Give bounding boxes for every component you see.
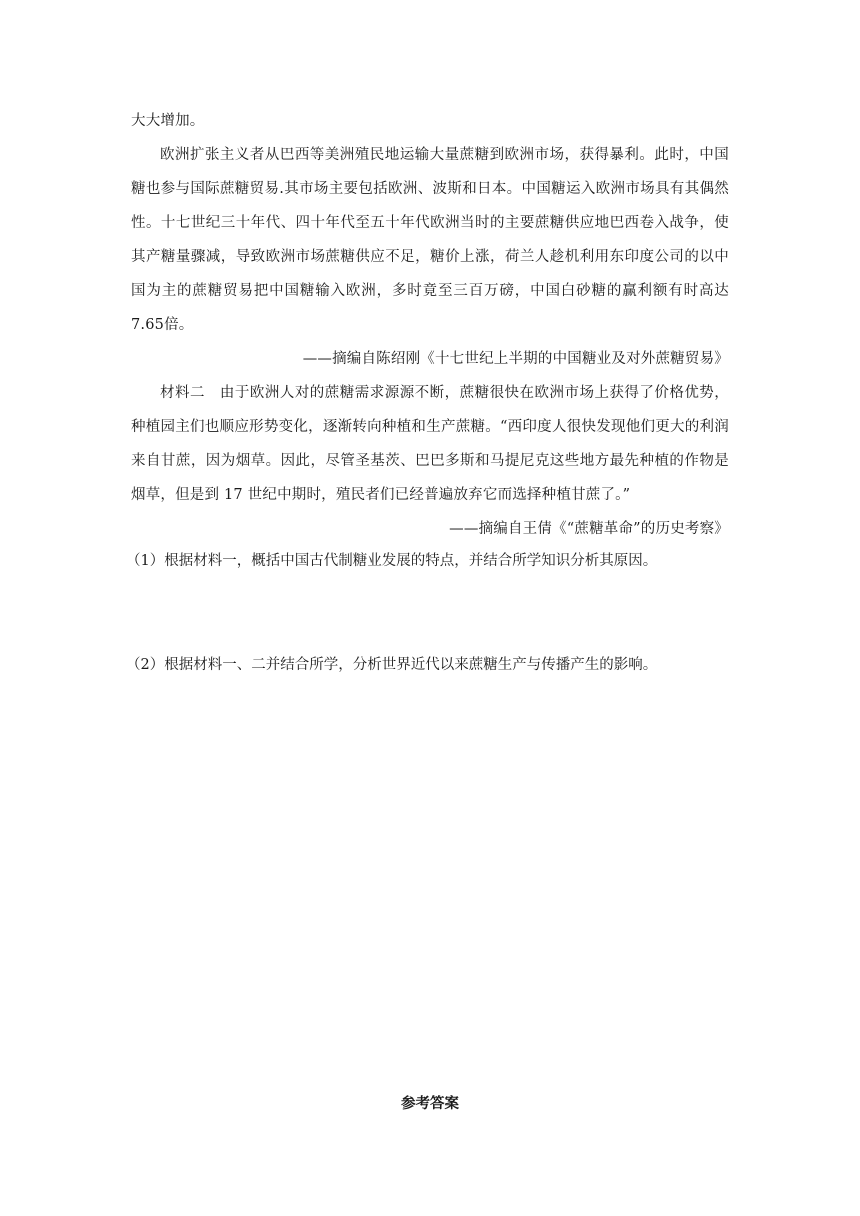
material-1-paragraph: 欧洲扩张主义者从巴西等美洲殖民地运输大量蔗糖到欧洲市场，获得暴利。此时，中国糖也参与国际蔗糖贸易.其市场主要包括欧洲、波斯和日本。中国糖运入欧洲市场具有其偶然性。十七世纪三十年代、四十年代至五十年代欧洲当时的主要蔗糖供应地巴西卷入战争，使其产糖量骤减，导致欧洲市场蔗糖供应不足，糖价上涨，荷兰人趁机利用东印度公司的以中国为主的蔗糖贸易把中国糖输入欧洲，多时竟至三百万磅，中国白砂糖的赢利额有时高达7.65倍。 — [131, 147, 729, 333]
answer-heading: 参考答案 — [401, 1095, 459, 1112]
material-2-block — [131, 376, 729, 546]
source-citation-1: ——摘编自陈绍刚《十七世纪上半期的中国糖业及对外蔗糖贸易》 — [302, 351, 729, 367]
continuation-text: 大大增加。 — [131, 113, 205, 129]
source-citation-2: ——摘编自王倩《“蔗糖革命”的历史考察》 — [449, 521, 729, 537]
question-1: （1）根据材料一，概括中国古代制糖业发展的特点，并结合所学知识分析其原因。 — [126, 553, 658, 569]
question-2: （2）根据材料一、二并结合所学，分析世界近代以来蔗糖生产与传播产生的影响。 — [126, 657, 658, 673]
material-1-block — [131, 104, 729, 376]
material-2-paragraph: 材料二 由于欧洲人对的蔗糖需求源源不断，蔗糖很快在欧洲市场上获得了价格优势，种植园主们也顺应形势变化，逐渐转向种植和生产蔗糖。“西印度人很快发现他们更大的利润来自甘蔗，因为烟草。因此，尽管圣基茨、巴巴多斯和马提尼克这些地方最先种植的作物是烟草，但是到 17 世纪中期时，殖民者们已经普遍放弃它而选择种植甘蔗了。” — [131, 385, 729, 503]
